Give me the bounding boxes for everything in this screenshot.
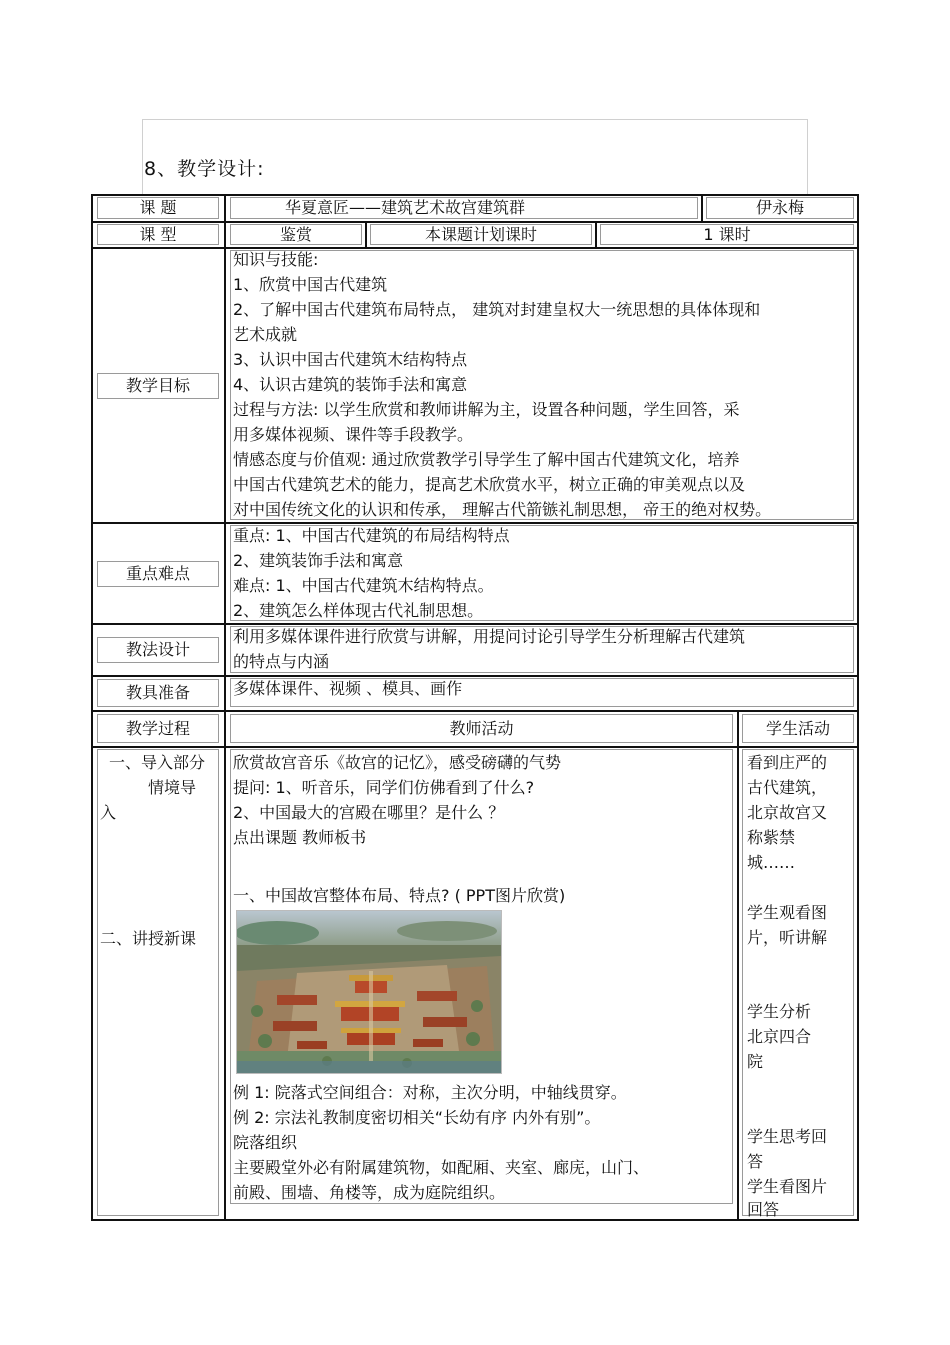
row-sep [91,247,859,249]
table-border-left [91,194,93,1221]
student-line: 学生观看图 [747,903,828,922]
col-divider [701,194,703,222]
tools-label: 教具准备 [125,683,190,702]
objective-line: 对中国传统文化的认识和传承， 理解古代箭镞礼制思想， 帝王的绝对权势。 [233,500,772,519]
teacher-line: 欣赏故宫音乐《故宫的记忆》，感受磅礴的气势 [233,753,562,772]
teacher-line: 例 1: 院落式空间组合：对称，主次分明，中轴线贯穿。 [233,1083,627,1102]
student-line: 学生思考回 [747,1127,828,1146]
objective-line: 情感态度与价值观: 通过欣赏教学引导学生了解中国古代建筑文化，培养 [233,450,740,469]
tools-value: 多媒体课件、视频 、模具、画作 [233,679,463,698]
teacher-name: 伊永梅 [755,198,804,217]
method-line: 的特点与内涵 [233,652,330,671]
objective-line: 知识与技能: [233,250,319,269]
student-line: 院 [747,1052,764,1071]
process-step: 二、讲授新课 [100,929,197,948]
process-header: 教学过程 [125,719,190,738]
student-line: 看到庄严的 [747,753,828,772]
objective-line: 艺术成就 [233,325,298,344]
key-point-line: 重点: 1、中国古代建筑的布局结构特点 [233,526,510,545]
process-step: 入 [100,803,117,822]
student-activity-header: 学生活动 [765,719,830,738]
student-line: 称紫禁 [747,828,796,847]
key-points-label: 重点难点 [125,564,190,583]
method-label: 教法设计 [125,640,190,659]
student-line: 回答 [747,1200,780,1219]
teacher-line: 提问: 1、听音乐，同学们仿佛看到了什么? [233,778,535,797]
teacher-line: 前殿、围墙、角楼等，成为庭院组织。 [233,1183,506,1202]
objective-line: 1、欣赏中国古代建筑 [233,275,388,294]
key-point-line: 2、建筑怎么样体现古代礼制思想。 [233,601,484,620]
objective-line: 2、了解中国古代建筑布局特点， 建筑对封建皇权大一统思想的具体体现和 [233,300,761,319]
process-step: 一、导入部分 [109,753,206,772]
hours-value: 1 课时 [703,225,751,244]
section-title: 8、教学设计: [144,158,265,180]
teacher-line: 例 2: 宗法礼教制度密切相关“长幼有序 内外有别”。 [233,1108,601,1127]
method-line: 利用多媒体课件进行欣赏与讲解，用提问讨论引导学生分析理解古代建筑 [233,627,746,646]
objective-line: 4、认识古建筑的装饰手法和寓意 [233,375,468,394]
col-divider [737,710,739,1221]
objective-line: 3、认识中国古代建筑木结构特点 [233,350,468,369]
student-line: 北京四合 [747,1027,812,1046]
student-line: 学生看图片 [747,1177,828,1196]
objectives-label: 教学目标 [125,376,190,395]
teacher-activity-header: 教师活动 [449,719,514,738]
teacher-line: 点出课题 教师板书 [233,828,367,847]
process-step: 情境导 [148,778,197,797]
teacher-line: 院落组织 [233,1133,298,1152]
topic-label: 课 题 [139,198,177,217]
student-line: 片，听讲解 [747,928,828,947]
col-divider [365,221,367,248]
type-label: 课 型 [139,225,177,244]
hours-label: 本课题计划课时 [424,225,537,244]
row-sep [91,710,859,712]
student-line: 答 [747,1152,764,1171]
key-point-line: 难点: 1、中国古代建筑木结构特点。 [233,576,494,595]
student-line: 古代建筑， [747,778,828,797]
student-line: 学生分析 [747,1002,812,1021]
teacher-line: 一、中国故宫整体布局、特点? ( PPT图片欣赏) [233,886,566,905]
table-col-divider [224,194,226,1221]
row-sep [91,746,859,748]
table-border-bottom [91,1219,859,1221]
student-line: 北京故宫又 [747,803,828,822]
teacher-line: 主要殿堂外必有附属建筑物，如配厢、夹室、廊庑，山门、 [233,1158,650,1177]
col-divider [595,221,597,248]
row-sep [91,675,859,677]
student-line: 城…… [747,853,796,872]
objective-line: 用多媒体视频、课件等手段教学。 [233,425,474,444]
teacher-line: 2、中国最大的宫殿在哪里？是什么 ？ [233,803,505,822]
table-border-right [857,194,859,1221]
forbidden-city-photo [236,910,502,1074]
key-point-line: 2、建筑装饰手法和寓意 [233,551,404,570]
type-value: 鉴赏 [279,225,312,244]
objective-line: 中国古代建筑艺术的能力，提高艺术欣赏水平，树立正确的审美观点以及 [233,475,746,494]
topic-value: 华夏意匠——建筑艺术故宫建筑群 [284,198,525,217]
objective-line: 过程与方法: 以学生欣赏和教师讲解为主，设置各种问题，学生回答，采 [233,400,740,419]
